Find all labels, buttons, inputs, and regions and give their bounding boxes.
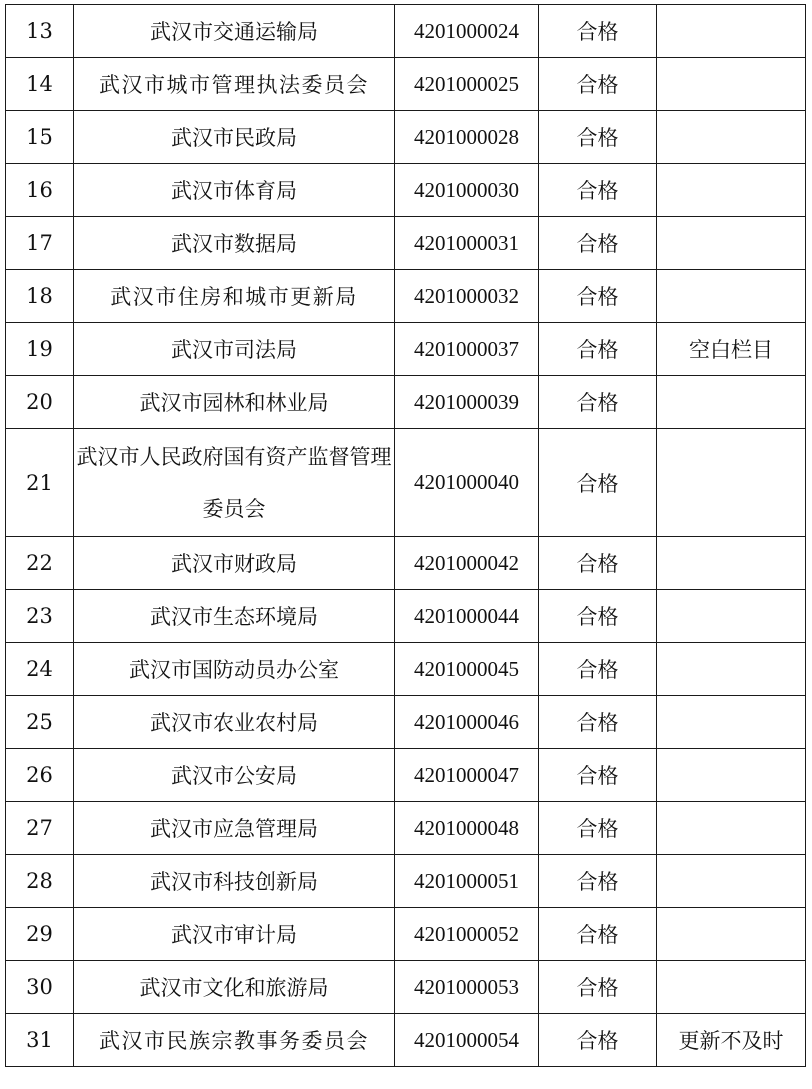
note-cell [657, 696, 806, 749]
row-number-cell: 13 [6, 5, 74, 58]
note-cell [657, 855, 806, 908]
result-cell: 合格 [539, 376, 657, 429]
site-code-cell: 4201000039 [395, 376, 539, 429]
row-number-cell: 15 [6, 111, 74, 164]
table-row [6, 855, 806, 908]
row-number-cell: 20 [6, 376, 74, 429]
table-row [6, 590, 806, 643]
note-cell [657, 164, 806, 217]
agency-name-cell: 武汉市园林和林业局 [74, 376, 395, 429]
agency-name-cell: 武汉市民政局 [74, 111, 395, 164]
agency-name-cell: 武汉市民族宗教事务委员会 [74, 1014, 395, 1067]
note-cell [657, 590, 806, 643]
table-row [6, 5, 806, 58]
agency-name-cell: 武汉市生态环境局 [74, 590, 395, 643]
result-cell: 合格 [539, 590, 657, 643]
site-code-cell: 4201000042 [395, 537, 539, 590]
site-code-cell: 4201000024 [395, 5, 539, 58]
site-code-cell: 4201000028 [395, 111, 539, 164]
row-number-cell: 24 [6, 643, 74, 696]
row-number-cell: 26 [6, 749, 74, 802]
agency-name-cell: 武汉市体育局 [74, 164, 395, 217]
agency-name-cell: 武汉市数据局 [74, 217, 395, 270]
agency-name-cell: 武汉市农业农村局 [74, 696, 395, 749]
site-code-cell: 4201000040 [395, 429, 539, 537]
site-code-cell: 4201000044 [395, 590, 539, 643]
table-row [6, 217, 806, 270]
table-row [6, 643, 806, 696]
result-cell: 合格 [539, 537, 657, 590]
site-code-cell: 4201000054 [395, 1014, 539, 1067]
table-row [6, 323, 806, 376]
agency-name-cell: 武汉市国防动员办公室 [74, 643, 395, 696]
table-row [6, 537, 806, 590]
note-cell [657, 908, 806, 961]
site-code-cell: 4201000045 [395, 643, 539, 696]
note-cell [657, 376, 806, 429]
agency-name-cell: 武汉市应急管理局 [74, 802, 395, 855]
row-number-cell: 18 [6, 270, 74, 323]
result-cell: 合格 [539, 749, 657, 802]
site-code-cell: 4201000053 [395, 961, 539, 1014]
result-cell: 合格 [539, 164, 657, 217]
table-row [6, 111, 806, 164]
result-cell: 合格 [539, 1014, 657, 1067]
site-code-cell: 4201000032 [395, 270, 539, 323]
result-cell: 合格 [539, 643, 657, 696]
table-row [6, 749, 806, 802]
agency-name-cell: 武汉市住房和城市更新局 [74, 270, 395, 323]
row-number-cell: 16 [6, 164, 74, 217]
site-code-cell: 4201000052 [395, 908, 539, 961]
result-cell: 合格 [539, 323, 657, 376]
row-number-cell: 17 [6, 217, 74, 270]
row-number-cell: 27 [6, 802, 74, 855]
site-code-cell: 4201000047 [395, 749, 539, 802]
site-code-cell: 4201000025 [395, 58, 539, 111]
result-cell: 合格 [539, 908, 657, 961]
table-row [6, 58, 806, 111]
note-cell [657, 5, 806, 58]
note-cell [657, 749, 806, 802]
note-cell [657, 961, 806, 1014]
table-body [6, 5, 806, 1067]
note-cell [657, 429, 806, 537]
site-code-cell: 4201000048 [395, 802, 539, 855]
table-row [6, 961, 806, 1014]
note-cell [657, 217, 806, 270]
row-number-cell: 25 [6, 696, 74, 749]
result-cell: 合格 [539, 696, 657, 749]
table-row [6, 429, 806, 537]
note-cell [657, 111, 806, 164]
agency-name-cell: 武汉市科技创新局 [74, 855, 395, 908]
table-row [6, 696, 806, 749]
row-number-cell: 30 [6, 961, 74, 1014]
agency-name-cell: 武汉市城市管理执法委员会 [74, 58, 395, 111]
result-cell: 合格 [539, 961, 657, 1014]
agency-name-cell: 武汉市财政局 [74, 537, 395, 590]
note-cell: 更新不及时 [657, 1014, 806, 1067]
table-row [6, 164, 806, 217]
row-number-cell: 21 [6, 429, 74, 537]
result-cell: 合格 [539, 5, 657, 58]
site-code-cell: 4201000037 [395, 323, 539, 376]
result-cell: 合格 [539, 217, 657, 270]
row-number-cell: 28 [6, 855, 74, 908]
row-number-cell: 14 [6, 58, 74, 111]
agency-name-cell: 武汉市交通运输局 [74, 5, 395, 58]
note-cell [657, 270, 806, 323]
row-number-cell: 23 [6, 590, 74, 643]
result-cell: 合格 [539, 111, 657, 164]
result-cell: 合格 [539, 855, 657, 908]
note-cell [657, 537, 806, 590]
table-row [6, 376, 806, 429]
site-code-cell: 4201000051 [395, 855, 539, 908]
result-cell: 合格 [539, 58, 657, 111]
site-code-cell: 4201000030 [395, 164, 539, 217]
row-number-cell: 29 [6, 908, 74, 961]
row-number-cell: 19 [6, 323, 74, 376]
table-row [6, 908, 806, 961]
agency-name-cell: 武汉市公安局 [74, 749, 395, 802]
site-code-cell: 4201000046 [395, 696, 539, 749]
result-cell: 合格 [539, 270, 657, 323]
table-row [6, 1014, 806, 1067]
row-number-cell: 22 [6, 537, 74, 590]
note-cell: 空白栏目 [657, 323, 806, 376]
result-cell: 合格 [539, 429, 657, 537]
agency-name-cell: 武汉市审计局 [74, 908, 395, 961]
inspection-results-table [5, 4, 806, 1067]
result-cell: 合格 [539, 802, 657, 855]
agency-name-cell: 武汉市司法局 [74, 323, 395, 376]
row-number-cell: 31 [6, 1014, 74, 1067]
agency-name-cell: 武汉市文化和旅游局 [74, 961, 395, 1014]
site-code-cell: 4201000031 [395, 217, 539, 270]
note-cell [657, 643, 806, 696]
note-cell [657, 802, 806, 855]
agency-name-cell: 武汉市人民政府国有资产监督管理委员会 [74, 429, 395, 537]
table-row [6, 270, 806, 323]
table-row [6, 802, 806, 855]
note-cell [657, 58, 806, 111]
